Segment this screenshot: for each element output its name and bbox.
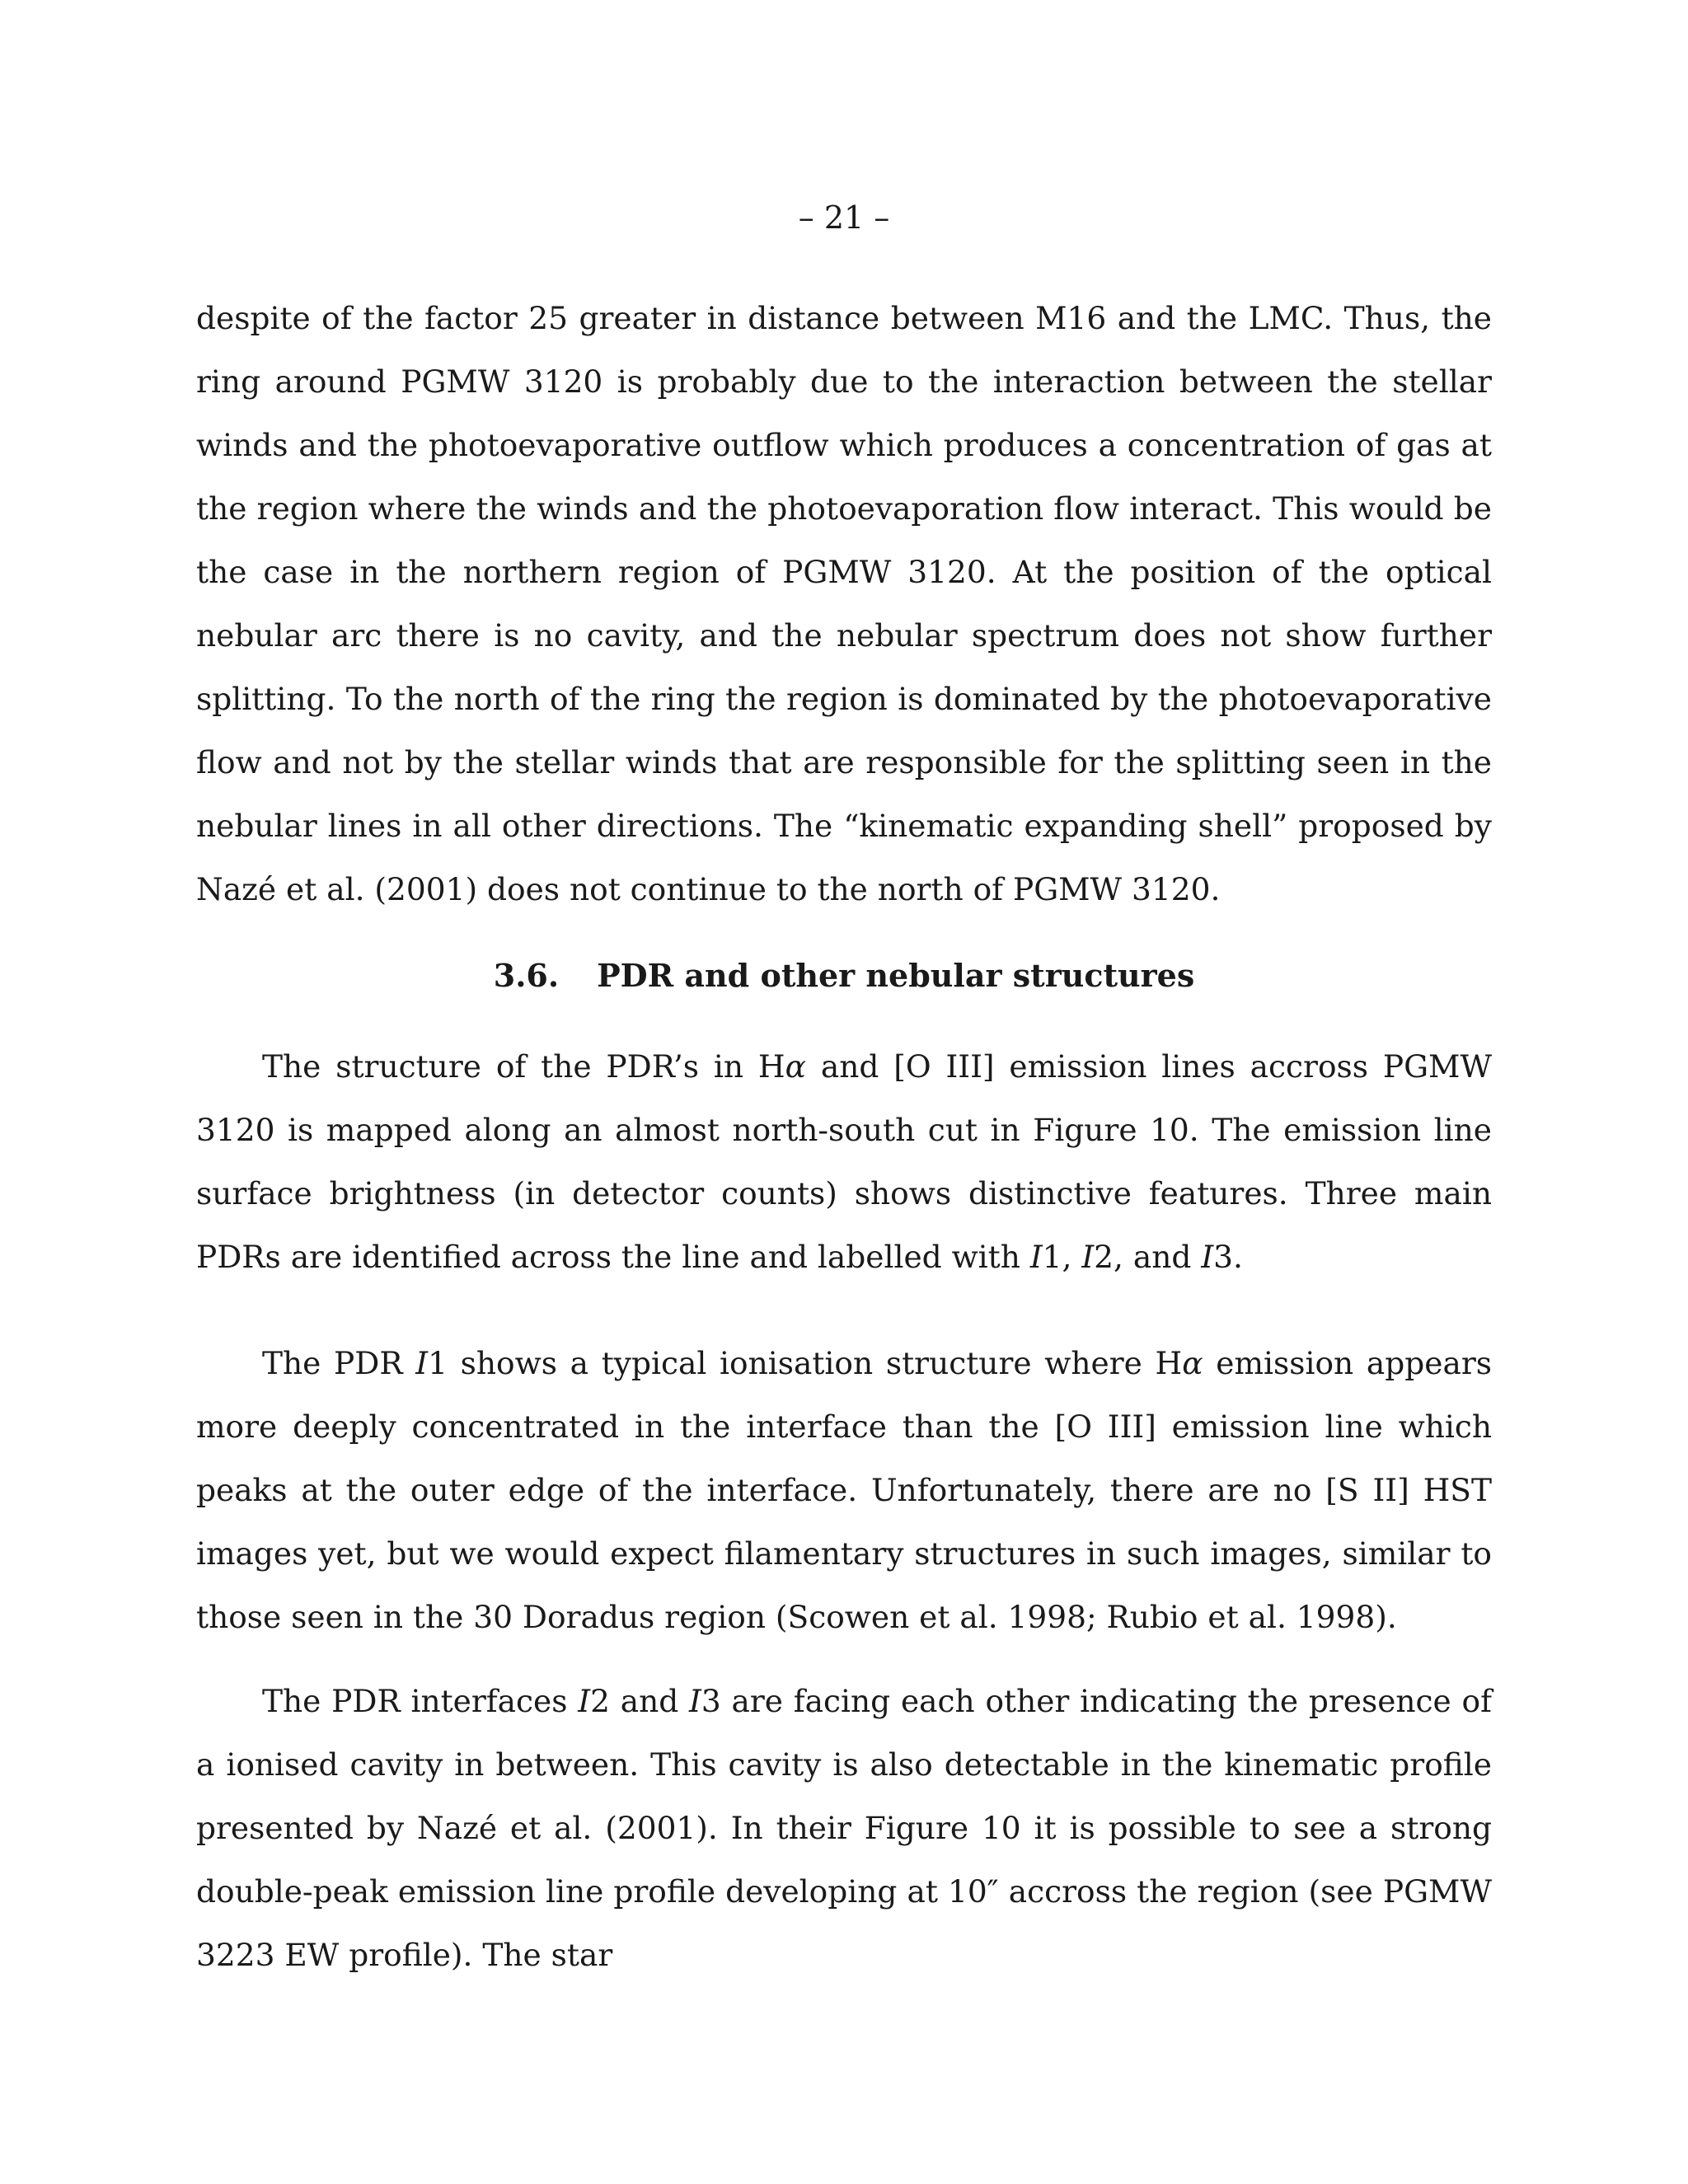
text-run: emission appears more deeply concentrated in the interface than the [O bbox=[196, 1345, 1492, 1445]
text-run: and [O bbox=[805, 1048, 946, 1085]
interface-symbol: I bbox=[1081, 1239, 1095, 1275]
text-run: 2, and bbox=[1094, 1239, 1202, 1275]
roman-numeral: III bbox=[1107, 1408, 1145, 1445]
text-run: 1, bbox=[1042, 1239, 1082, 1275]
page-number: – 21 – bbox=[798, 199, 890, 236]
text-run: 3 are facing each other indicating the presence of a ionised cavity in between. This cavity is also detectable in the kinematic profile presented by Nazé et al. (2001). In their Figure 10 it is possible to see a strong double-peak emission line profile developing at 10″ accross the region (see PGMW 3223 EW profile). The star bbox=[196, 1683, 1492, 1973]
paragraph-pdr-i2-i3 bbox=[196, 1670, 1492, 1987]
interface-symbol: I bbox=[415, 1345, 429, 1381]
roman-numeral: II bbox=[1372, 1472, 1398, 1508]
text-run: The PDR interfaces bbox=[262, 1683, 579, 1719]
paragraph-pdr-structure bbox=[196, 1035, 1492, 1289]
paragraph-continuation: despite of the factor 25 greater in distance between M16 and the LMC. Thus, the ring around PGMW 3120 is probably due to the interaction between the stellar winds and the photoevaporative outflow which produces a concentration of gas at the region where the winds and the photoevaporation flow interact. This would be the case in the northern region of PGMW 3120. At the position of the optical nebular arc there is no cavity, and the nebular spectrum does not show further splitting. To the north of the ring the region is dominated by the photoevaporative flow and not by the stellar winds that are responsible for the splitting seen in the nebular lines in all other directions. The “kinematic expanding shell” proposed by Nazé et al. (2001) does not continue to the north of PGMW 3120. bbox=[196, 300, 1492, 907]
text-run: ] HST images yet, but we would expect filamentary structures in such images, similar to those seen in the 30 Doradus region (Scowen et al. 1998; Rubio et al. 1998). bbox=[196, 1472, 1492, 1635]
text-run: 1 shows a typical ionisation structure where H bbox=[428, 1345, 1183, 1381]
interface-symbol: I bbox=[578, 1683, 591, 1719]
text-run: ] emission line which peaks at the outer edge of the interface. Unfortunately, there are no [S bbox=[196, 1408, 1492, 1508]
alpha-symbol: α bbox=[1182, 1345, 1203, 1381]
text-run: 3. bbox=[1213, 1239, 1243, 1275]
section-number: 3.6. bbox=[493, 957, 560, 994]
interface-symbol: I bbox=[689, 1683, 701, 1719]
alpha-symbol: α bbox=[785, 1048, 806, 1085]
text-run: The structure of the PDR’s in H bbox=[262, 1048, 785, 1085]
section-title: PDR and other nebular structures bbox=[597, 957, 1195, 994]
text-run: ] emission lines accross PGMW 3120 is mapped along an almost north-south cut in Figure 10. The emission line surface brightness (in detector counts) shows distinctive features. Three main PDRs are identified across the line and labelled with bbox=[196, 1048, 1492, 1275]
text-run: The PDR bbox=[262, 1345, 416, 1381]
roman-numeral: III bbox=[945, 1048, 982, 1085]
paragraph-pdr-i1 bbox=[196, 1332, 1492, 1649]
interface-symbol: I bbox=[1029, 1239, 1043, 1275]
text-run: 2 and bbox=[590, 1683, 690, 1719]
interface-symbol: I bbox=[1201, 1239, 1214, 1275]
section-heading bbox=[0, 956, 1688, 996]
